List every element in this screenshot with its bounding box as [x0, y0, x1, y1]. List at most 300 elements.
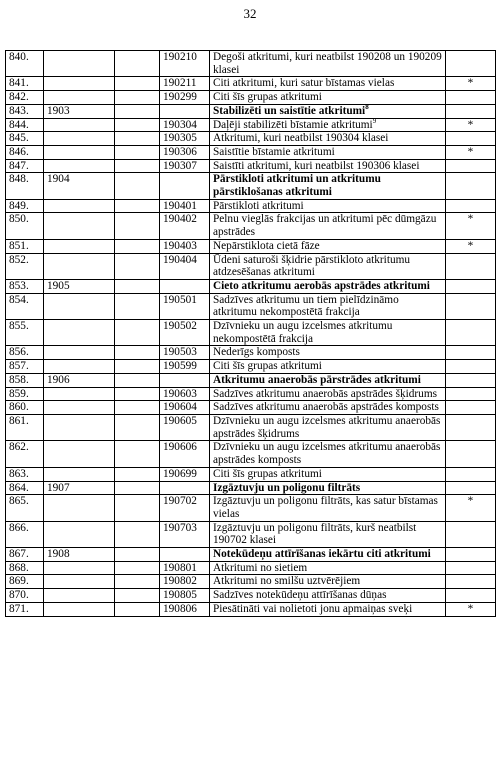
description-cell: [210, 91, 446, 105]
row-number-cell: [6, 293, 44, 319]
group-code-cell: [44, 575, 115, 589]
description-text: Dzīvnieku un augu izcelsmes atkritumu anaerobās apstrādes šķidrums: [213, 414, 441, 440]
row-number-text: 861.: [9, 414, 29, 427]
row-number-cell: [6, 118, 44, 132]
description-cell: [210, 495, 446, 521]
hazard-mark-text: *: [467, 145, 474, 158]
row-number-text: 846.: [9, 145, 29, 158]
table-row: [6, 387, 496, 401]
waste-code-text: 190502: [163, 320, 197, 333]
row-number-text: 842.: [9, 91, 29, 104]
waste-code-cell: [160, 91, 210, 105]
description-text: Stabilizēti un saistītie atkritumi: [213, 104, 366, 117]
table-row: [6, 521, 496, 547]
description-cell: [210, 104, 446, 118]
waste-code-cell: [160, 481, 210, 495]
group-code-cell: [44, 467, 115, 481]
table-row: [6, 51, 496, 77]
description-text: Sadzīves atkritumu anaerobās apstrādes šķidrums: [213, 387, 437, 400]
waste-code-cell: [160, 320, 210, 346]
empty-cell: [115, 51, 160, 77]
description-cell: [210, 293, 446, 319]
waste-code-text: 190307: [163, 159, 197, 172]
row-number-cell: [6, 589, 44, 603]
group-code-cell: [44, 401, 115, 415]
waste-classification-table: [5, 50, 496, 617]
table-row: [6, 159, 496, 173]
waste-code-text: 190402: [163, 213, 197, 226]
waste-code-cell: [160, 104, 210, 118]
hazard-mark-cell: [446, 239, 496, 253]
row-number-text: 865.: [9, 495, 29, 508]
footnote-marker: 8: [365, 104, 369, 112]
hazard-mark-cell: [446, 132, 496, 146]
empty-cell: [115, 77, 160, 91]
waste-code-cell: [160, 77, 210, 91]
table-row: [6, 104, 496, 118]
waste-code-text: 190606: [163, 441, 197, 454]
row-number-cell: [6, 91, 44, 105]
waste-code-cell: [160, 441, 210, 467]
group-code-cell: [44, 495, 115, 521]
description-text: Atkritumi no sietiem: [213, 561, 308, 574]
empty-cell: [115, 293, 160, 319]
table-row: [6, 495, 496, 521]
group-code-text: 1905: [47, 279, 70, 292]
description-cell: [210, 373, 446, 387]
empty-cell: [115, 104, 160, 118]
hazard-mark-text: *: [467, 213, 474, 226]
description-cell: [210, 602, 446, 616]
row-number-text: 870.: [9, 589, 29, 602]
table-row: [6, 239, 496, 253]
row-number-cell: [6, 602, 44, 616]
hazard-mark-cell: [446, 387, 496, 401]
group-code-text: 1907: [47, 481, 70, 494]
hazard-mark-cell: [446, 414, 496, 440]
hazard-mark-cell: [446, 279, 496, 293]
waste-code-cell: [160, 575, 210, 589]
description-text: Citi šīs grupas atkritumi: [213, 91, 322, 104]
row-number-cell: [6, 253, 44, 279]
description-text: Pārstikloti atkritumi: [213, 199, 304, 212]
empty-cell: [115, 373, 160, 387]
description-cell: [210, 173, 446, 199]
waste-code-cell: [160, 373, 210, 387]
group-code-cell: [44, 481, 115, 495]
empty-cell: [115, 589, 160, 603]
description-text: Izgāztuvju un poligonu filtrāts, kas satur bīstamas vielas: [213, 495, 438, 520]
description-text: Piesātināti vai nolietoti jonu apmaiņas sveķi: [213, 602, 413, 615]
hazard-mark-cell: [446, 602, 496, 616]
table-row: [6, 360, 496, 374]
group-code-text: 1908: [47, 548, 70, 561]
description-text: Dzīvnieku un augu izcelsmes atkritumu nekompostētā frakcija: [213, 320, 393, 345]
description-text: Cieto atkritumu aerobās apstrādes atkritumi: [213, 279, 430, 292]
row-number-cell: [6, 441, 44, 467]
waste-code-text: 190802: [163, 575, 197, 588]
table-row: [6, 575, 496, 589]
row-number-cell: [6, 414, 44, 440]
hazard-mark-cell: [446, 441, 496, 467]
empty-cell: [115, 441, 160, 467]
table-row: [6, 602, 496, 616]
group-code-cell: [44, 159, 115, 173]
group-code-cell: [44, 441, 115, 467]
hazard-mark-cell: [446, 104, 496, 118]
table-row: [6, 561, 496, 575]
description-text: Izgāztuvju un poligonu filtrāts, kurš neatbilst 190702 klasei: [213, 521, 417, 547]
row-number-text: 841.: [9, 77, 29, 90]
description-cell: [210, 320, 446, 346]
row-number-text: 871.: [9, 602, 29, 615]
description-text: Citi šīs grupas atkritumi: [213, 467, 322, 480]
row-number-text: 849.: [9, 199, 29, 212]
waste-code-text: 190404: [163, 253, 197, 266]
row-number-cell: [6, 279, 44, 293]
hazard-mark-cell: [446, 495, 496, 521]
row-number-text: 858.: [9, 373, 29, 386]
group-code-cell: [44, 77, 115, 91]
waste-code-text: 190699: [163, 467, 197, 480]
description-text: Nepārstiklota cietā fāze: [213, 239, 320, 252]
empty-cell: [115, 145, 160, 159]
waste-code-cell: [160, 159, 210, 173]
description-text: Sadzīves atkritumu anaerobās apstrādes komposts: [213, 401, 439, 414]
hazard-mark-cell: [446, 561, 496, 575]
waste-code-cell: [160, 602, 210, 616]
description-cell: [210, 360, 446, 374]
hazard-mark-text: *: [467, 239, 474, 252]
table-row: [6, 373, 496, 387]
empty-cell: [115, 360, 160, 374]
description-text: Pārstikloti atkritumi un atkritumu pārstiklošanas atkritumi: [213, 173, 381, 199]
row-number-text: 850.: [9, 213, 29, 226]
waste-code-text: 190702: [163, 495, 197, 508]
row-number-cell: [6, 239, 44, 253]
row-number-cell: [6, 199, 44, 213]
group-code-cell: [44, 91, 115, 105]
waste-code-cell: [160, 51, 210, 77]
table-row: [6, 441, 496, 467]
group-code-text: 1904: [47, 173, 70, 186]
description-cell: [210, 159, 446, 173]
group-code-text: 1903: [47, 104, 70, 117]
group-code-cell: [44, 320, 115, 346]
group-code-cell: [44, 602, 115, 616]
description-cell: [210, 279, 446, 293]
empty-cell: [115, 320, 160, 346]
hazard-mark-cell: [446, 521, 496, 547]
row-number-text: 848.: [9, 173, 29, 186]
group-code-cell: [44, 132, 115, 146]
empty-cell: [115, 239, 160, 253]
waste-code-cell: [160, 199, 210, 213]
hazard-mark-cell: [446, 173, 496, 199]
waste-code-text: 190501: [163, 293, 197, 306]
empty-cell: [115, 575, 160, 589]
row-number-text: 863.: [9, 467, 29, 480]
hazard-mark-cell: [446, 589, 496, 603]
description-text: Ūdeni saturoši šķidrie pārstikloto atkritumu atdzesēšanas atkritumi: [213, 253, 411, 279]
description-text: Atkritumi, kuri neatbilst 190304 klasei: [213, 132, 389, 145]
row-number-cell: [6, 373, 44, 387]
waste-code-cell: [160, 173, 210, 199]
table-row: [6, 467, 496, 481]
description-cell: [210, 467, 446, 481]
row-number-text: 860.: [9, 401, 29, 414]
waste-code-cell: [160, 360, 210, 374]
waste-code-text: 190299: [163, 91, 197, 104]
table-row: [6, 414, 496, 440]
description-cell: [210, 346, 446, 360]
row-number-cell: [6, 521, 44, 547]
hazard-mark-cell: [446, 401, 496, 415]
description-cell: [210, 118, 446, 132]
empty-cell: [115, 253, 160, 279]
row-number-text: 869.: [9, 575, 29, 588]
waste-code-text: 190210: [163, 51, 197, 63]
hazard-mark-cell: [446, 118, 496, 132]
description-text: Saistītie bīstamie atkritumi: [213, 145, 335, 158]
waste-code-cell: [160, 589, 210, 603]
group-code-cell: [44, 293, 115, 319]
waste-code-cell: [160, 548, 210, 562]
row-number-text: 867.: [9, 548, 29, 561]
hazard-mark-cell: [446, 51, 496, 77]
empty-cell: [115, 213, 160, 239]
hazard-mark-cell: [446, 548, 496, 562]
table-row: [6, 548, 496, 562]
table-row: [6, 401, 496, 415]
description-text: Izgāztuvju un poligonu filtrāts: [213, 481, 361, 494]
description-cell: [210, 132, 446, 146]
description-text: Atkritumi no smilšu uztvērējiem: [213, 575, 361, 588]
hazard-mark-cell: [446, 199, 496, 213]
row-number-cell: [6, 132, 44, 146]
table-row: [6, 199, 496, 213]
table-row: [6, 253, 496, 279]
hazard-mark-cell: [446, 467, 496, 481]
footnote-marker: 9: [372, 118, 377, 125]
row-number-cell: [6, 548, 44, 562]
hazard-mark-cell: [446, 481, 496, 495]
empty-cell: [115, 481, 160, 495]
waste-code-text: 190805: [163, 589, 197, 602]
row-number-cell: [6, 104, 44, 118]
description-text: Citi atkritumi, kuri satur bīstamas vielas: [213, 77, 395, 90]
table-row: [6, 481, 496, 495]
row-number-text: 854.: [9, 293, 29, 306]
table-row: [6, 145, 496, 159]
row-number-text: 844.: [9, 118, 29, 131]
empty-cell: [115, 401, 160, 415]
waste-code-text: 190605: [163, 414, 197, 427]
waste-code-cell: [160, 521, 210, 547]
waste-code-cell: [160, 561, 210, 575]
description-text: Pelnu vieglās frakcijas un atkritumi pēc dūmgāzu apstrādes: [213, 213, 437, 239]
description-text: Sadzīves atkritumu un tiem pielīdzināmo atkritumu nekompostētā frakcija: [213, 293, 399, 319]
row-number-cell: [6, 360, 44, 374]
group-code-text: 1906: [47, 373, 70, 386]
table-row: [6, 173, 496, 199]
waste-code-text: 190806: [163, 602, 197, 615]
hazard-mark-cell: [446, 145, 496, 159]
row-number-text: 855.: [9, 320, 29, 333]
row-number-text: 852.: [9, 253, 29, 266]
row-number-cell: [6, 213, 44, 239]
empty-cell: [115, 387, 160, 401]
hazard-mark-cell: [446, 77, 496, 91]
row-number-cell: [6, 173, 44, 199]
hazard-mark-cell: [446, 575, 496, 589]
waste-code-cell: [160, 213, 210, 239]
hazard-mark-cell: [446, 293, 496, 319]
waste-code-text: 190401: [163, 199, 197, 212]
group-code-cell: [44, 253, 115, 279]
row-number-cell: [6, 77, 44, 91]
description-cell: [210, 481, 446, 495]
page-number: 32: [243, 6, 257, 21]
row-number-cell: [6, 401, 44, 415]
empty-cell: [115, 132, 160, 146]
group-code-cell: [44, 548, 115, 562]
table-row: [6, 213, 496, 239]
empty-cell: [115, 173, 160, 199]
waste-code-cell: [160, 132, 210, 146]
group-code-cell: [44, 521, 115, 547]
row-number-text: 843.: [9, 104, 29, 117]
description-cell: [210, 589, 446, 603]
group-code-cell: [44, 51, 115, 77]
group-code-cell: [44, 589, 115, 603]
row-number-cell: [6, 159, 44, 173]
row-number-cell: [6, 51, 44, 77]
description-cell: [210, 253, 446, 279]
empty-cell: [115, 91, 160, 105]
waste-code-cell: [160, 467, 210, 481]
description-cell: [210, 387, 446, 401]
table-row: [6, 77, 496, 91]
row-number-text: 856.: [9, 346, 29, 359]
row-number-text: 859.: [9, 387, 29, 400]
row-number-text: 847.: [9, 159, 29, 172]
empty-cell: [115, 521, 160, 547]
row-number-text: 845.: [9, 132, 29, 145]
description-text: Notekūdeņu attīrīšanas iekārtu citi atkritumi: [213, 548, 431, 561]
waste-code-text: 190801: [163, 561, 197, 574]
table-row: [6, 589, 496, 603]
hazard-mark-cell: [446, 360, 496, 374]
table-row: [6, 320, 496, 346]
row-number-text: 868.: [9, 561, 29, 574]
waste-code-cell: [160, 253, 210, 279]
waste-code-text: 190211: [163, 77, 197, 90]
table-row: [6, 91, 496, 105]
row-number-cell: [6, 575, 44, 589]
description-cell: [210, 239, 446, 253]
row-number-text: 862.: [9, 441, 29, 454]
waste-code-cell: [160, 293, 210, 319]
waste-code-text: 190305: [163, 132, 197, 145]
description-cell: [210, 414, 446, 440]
description-text: Dzīvnieku un augu izcelsmes atkritumu anaerobās apstrādes komposts: [213, 441, 441, 467]
description-text: Atkritumu anaerobās pārstrādes atkritumi: [213, 373, 421, 386]
description-cell: [210, 561, 446, 575]
description-cell: [210, 51, 446, 77]
row-number-text: 853.: [9, 279, 29, 292]
waste-code-cell: [160, 495, 210, 521]
waste-code-text: 190304: [163, 118, 197, 131]
hazard-mark-text: *: [467, 602, 474, 615]
description-text: Degoši atkritumi, kuri neatbilst 190208 un 190209 klasei: [213, 51, 442, 76]
hazard-mark-cell: [446, 253, 496, 279]
empty-cell: [115, 602, 160, 616]
row-number-text: 864.: [9, 481, 29, 494]
hazard-mark-text: *: [467, 495, 474, 508]
row-number-cell: [6, 320, 44, 346]
group-code-cell: [44, 346, 115, 360]
row-number-cell: [6, 467, 44, 481]
empty-cell: [115, 467, 160, 481]
table-row: [6, 279, 496, 293]
description-cell: [210, 441, 446, 467]
description-text: Nederīgs komposts: [213, 346, 300, 359]
empty-cell: [115, 561, 160, 575]
empty-cell: [115, 548, 160, 562]
group-code-cell: [44, 213, 115, 239]
hazard-mark-cell: [446, 91, 496, 105]
waste-code-cell: [160, 414, 210, 440]
waste-code-text: 190599: [163, 360, 197, 373]
group-code-cell: [44, 118, 115, 132]
description-cell: [210, 145, 446, 159]
group-code-cell: [44, 561, 115, 575]
waste-code-text: 190603: [163, 387, 197, 400]
description-cell: [210, 575, 446, 589]
group-code-cell: [44, 199, 115, 213]
group-code-cell: [44, 239, 115, 253]
table-row: [6, 293, 496, 319]
empty-cell: [115, 199, 160, 213]
description-cell: [210, 199, 446, 213]
waste-code-text: 190503: [163, 346, 197, 359]
waste-code-text: 190604: [163, 401, 197, 414]
empty-cell: [115, 414, 160, 440]
empty-cell: [115, 495, 160, 521]
row-number-text: 857.: [9, 360, 29, 373]
waste-code-cell: [160, 145, 210, 159]
hazard-mark-text: *: [467, 118, 474, 131]
waste-code-text: 190403: [163, 239, 197, 252]
row-number-cell: [6, 495, 44, 521]
description-cell: [210, 401, 446, 415]
hazard-mark-cell: [446, 373, 496, 387]
row-number-cell: [6, 481, 44, 495]
group-code-cell: [44, 373, 115, 387]
description-text: Sadzīves notekūdeņu attīrīšanas dūņas: [213, 589, 387, 602]
hazard-mark-cell: [446, 159, 496, 173]
description-text: Citi šīs grupas atkritumi: [213, 360, 322, 373]
empty-cell: [115, 279, 160, 293]
waste-code-cell: [160, 346, 210, 360]
row-number-cell: [6, 561, 44, 575]
group-code-cell: [44, 173, 115, 199]
group-code-cell: [44, 104, 115, 118]
hazard-mark-cell: [446, 213, 496, 239]
row-number-cell: [6, 387, 44, 401]
waste-code-text: 190306: [163, 145, 197, 158]
